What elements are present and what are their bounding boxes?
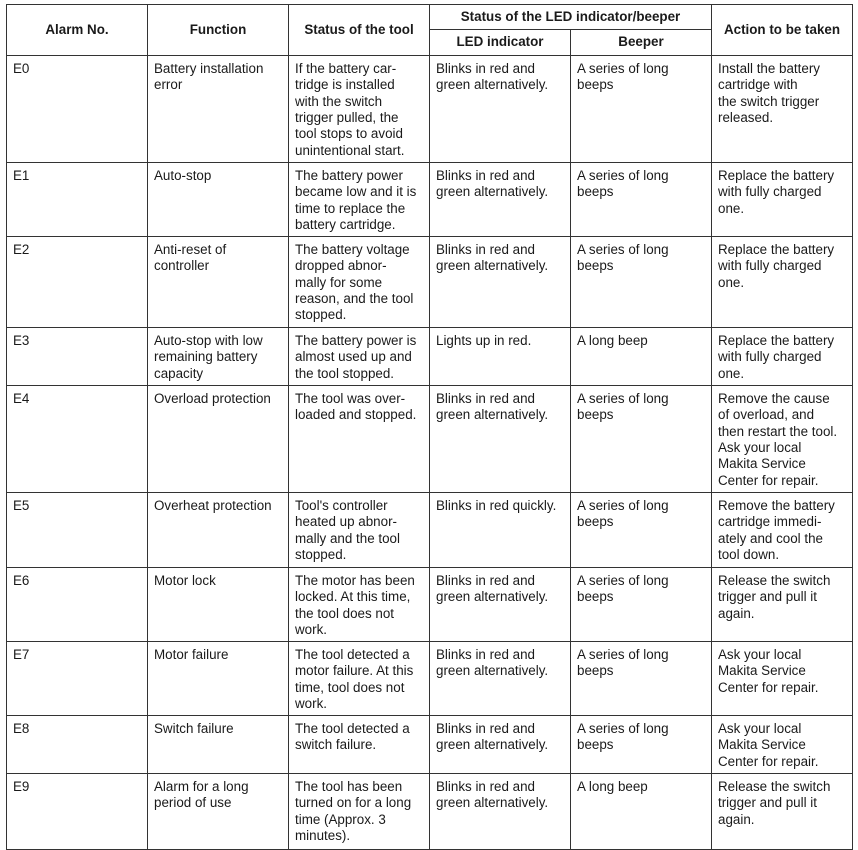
table-row bbox=[7, 492, 853, 567]
cell-beeper: A series of long beeps bbox=[571, 715, 712, 773]
cell-led-indicator: Blinks in red and green alternatively. bbox=[430, 236, 571, 327]
cell-function: Auto-stop with low remaining battery capacity bbox=[148, 327, 289, 385]
cell-action: Release the switch trigger and pull it again. bbox=[712, 773, 853, 849]
cell-led-indicator: Blinks in red quickly. bbox=[430, 492, 571, 567]
cell-alarm-no: E2 bbox=[7, 236, 148, 327]
cell-led-indicator: Blinks in red and green alternatively. bbox=[430, 715, 571, 773]
cell-function: Auto-stop bbox=[148, 162, 289, 236]
header-led-indicator: LED indicator bbox=[430, 30, 571, 55]
cell-status: The tool has been turned on for a long time (Approx. 3 minutes). bbox=[289, 773, 430, 849]
cell-status: The battery voltage dropped abnor- mally for some reason, and the tool stopped. bbox=[289, 236, 430, 327]
cell-status: The tool was over- loaded and stopped. bbox=[289, 385, 430, 492]
cell-action: Release the switch trigger and pull it again. bbox=[712, 567, 853, 641]
cell-alarm-no: E4 bbox=[7, 385, 148, 492]
cell-action: Remove the battery cartridge immedi- ately and cool the tool down. bbox=[712, 492, 853, 567]
cell-beeper: A series of long beeps bbox=[571, 236, 712, 327]
table-row bbox=[7, 327, 853, 385]
cell-beeper: A series of long beeps bbox=[571, 641, 712, 715]
alarm-table bbox=[6, 4, 853, 850]
cell-status: The tool detected a motor failure. At this time, tool does not work. bbox=[289, 641, 430, 715]
table-row bbox=[7, 567, 853, 641]
header-alarm-no: Alarm No. bbox=[7, 5, 148, 56]
cell-alarm-no: E7 bbox=[7, 641, 148, 715]
header-row-top bbox=[7, 5, 853, 30]
cell-beeper: A series of long beeps bbox=[571, 55, 712, 162]
cell-function: Battery installation error bbox=[148, 55, 289, 162]
table-row bbox=[7, 162, 853, 236]
cell-alarm-no: E5 bbox=[7, 492, 148, 567]
cell-action: Replace the battery with fully charged one. bbox=[712, 162, 853, 236]
cell-function: Motor lock bbox=[148, 567, 289, 641]
cell-action: Ask your local Makita Service Center for repair. bbox=[712, 641, 853, 715]
cell-alarm-no: E0 bbox=[7, 55, 148, 162]
cell-led-indicator: Blinks in red and green alternatively. bbox=[430, 567, 571, 641]
header-status-led-beeper: Status of the LED indicator/beeper bbox=[430, 5, 712, 30]
table-row bbox=[7, 55, 853, 162]
cell-function: Motor failure bbox=[148, 641, 289, 715]
header-action: Action to be taken bbox=[712, 5, 853, 56]
header-status-tool: Status of the tool bbox=[289, 5, 430, 56]
cell-led-indicator: Blinks in red and green alternatively. bbox=[430, 641, 571, 715]
cell-alarm-no: E9 bbox=[7, 773, 148, 849]
cell-led-indicator: Lights up in red. bbox=[430, 327, 571, 385]
table-row bbox=[7, 715, 853, 773]
header-function: Function bbox=[148, 5, 289, 56]
table-row bbox=[7, 641, 853, 715]
cell-status: The battery power became low and it is time to replace the battery cartridge. bbox=[289, 162, 430, 236]
cell-function: Anti-reset of controller bbox=[148, 236, 289, 327]
cell-beeper: A series of long beeps bbox=[571, 162, 712, 236]
cell-alarm-no: E8 bbox=[7, 715, 148, 773]
cell-beeper: A long beep bbox=[571, 773, 712, 849]
cell-alarm-no: E6 bbox=[7, 567, 148, 641]
cell-status: If the battery car- tridge is installed with the switch trigger pulled, the tool stops to avoid unintentional start. bbox=[289, 55, 430, 162]
table-row bbox=[7, 385, 853, 492]
cell-beeper: A series of long beeps bbox=[571, 567, 712, 641]
cell-action: Replace the battery with fully charged one. bbox=[712, 236, 853, 327]
cell-beeper: A series of long beeps bbox=[571, 385, 712, 492]
cell-alarm-no: E1 bbox=[7, 162, 148, 236]
cell-action: Install the battery cartridge with the switch trigger released. bbox=[712, 55, 853, 162]
cell-function: Overload protection bbox=[148, 385, 289, 492]
table-row bbox=[7, 773, 853, 849]
cell-beeper: A long beep bbox=[571, 327, 712, 385]
cell-function: Overheat protection bbox=[148, 492, 289, 567]
cell-status: The battery power is almost used up and the tool stopped. bbox=[289, 327, 430, 385]
cell-status: Tool's controller heated up abnor- mally and the tool stopped. bbox=[289, 492, 430, 567]
cell-status: The motor has been locked. At this time, the tool does not work. bbox=[289, 567, 430, 641]
cell-led-indicator: Blinks in red and green alternatively. bbox=[430, 162, 571, 236]
table-body bbox=[7, 55, 853, 849]
cell-action: Ask your local Makita Service Center for repair. bbox=[712, 715, 853, 773]
cell-action: Replace the battery with fully charged one. bbox=[712, 327, 853, 385]
cell-led-indicator: Blinks in red and green alternatively. bbox=[430, 55, 571, 162]
header-beeper: Beeper bbox=[571, 30, 712, 55]
cell-status: The tool detected a switch failure. bbox=[289, 715, 430, 773]
cell-function: Switch failure bbox=[148, 715, 289, 773]
table-row bbox=[7, 236, 853, 327]
cell-led-indicator: Blinks in red and green alternatively. bbox=[430, 385, 571, 492]
cell-led-indicator: Blinks in red and green alternatively. bbox=[430, 773, 571, 849]
cell-function: Alarm for a long period of use bbox=[148, 773, 289, 849]
cell-action: Remove the cause of overload, and then restart the tool. Ask your local Makita Service Center for repair. bbox=[712, 385, 853, 492]
cell-beeper: A series of long beeps bbox=[571, 492, 712, 567]
cell-alarm-no: E3 bbox=[7, 327, 148, 385]
